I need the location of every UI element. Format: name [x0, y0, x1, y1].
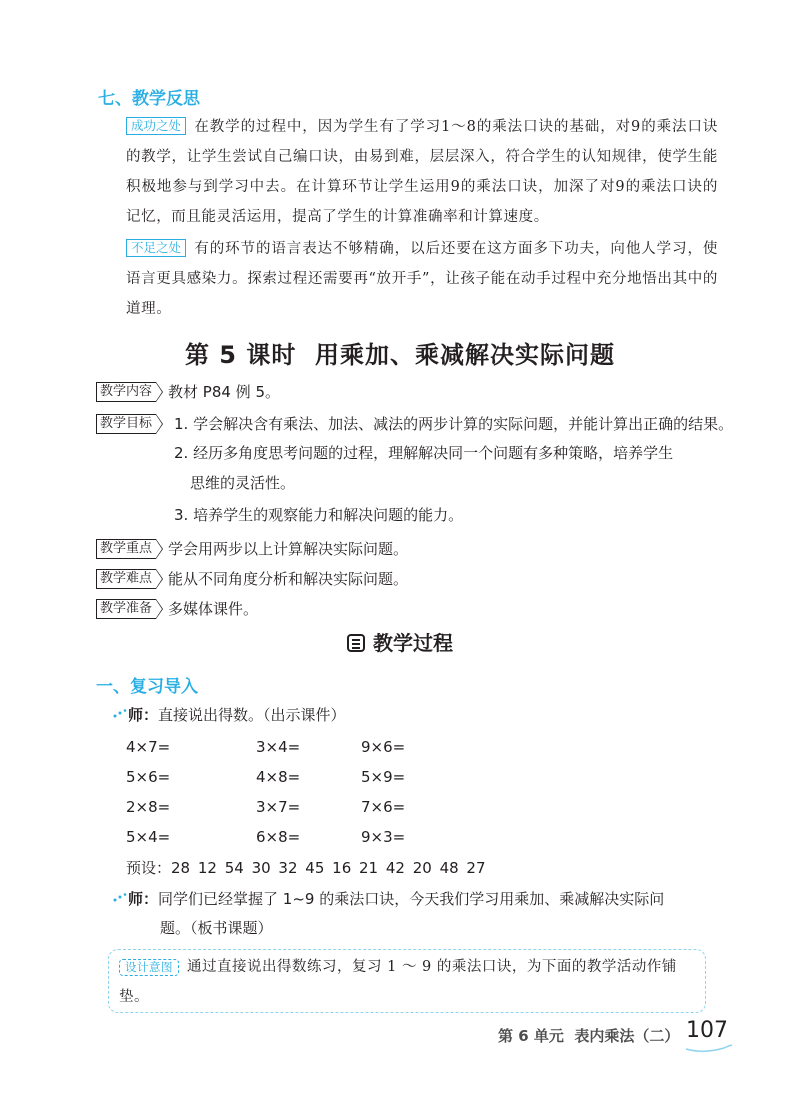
- page-swoosh-icon: [684, 1044, 734, 1054]
- review-heading: 一、复习导入: [96, 677, 198, 697]
- teacher-text-2b: 题。（板书课题）: [160, 919, 273, 937]
- exercise: 4×7=: [126, 738, 171, 756]
- key-tag: 教学重点: [96, 539, 156, 559]
- prep-text: 多媒体课件。: [168, 600, 259, 618]
- exercise: 3×4=: [256, 738, 301, 756]
- teacher-marker-icon: [113, 893, 127, 903]
- exercise: 2×8=: [126, 798, 171, 816]
- content-row: [96, 382, 280, 402]
- process-title-wrap: [0, 627, 800, 656]
- exercise: 9×6=: [361, 738, 406, 756]
- lesson-title: 第 5 课时 用乘加、乘减解决实际问题: [184, 341, 616, 369]
- goals-tag: 教学目标: [96, 414, 156, 434]
- content-tag: 教学内容: [96, 382, 156, 402]
- goal-2a: 2. 经历多角度思考问题的过程，理解解决同一个问题有多种策略，培养学生: [174, 444, 674, 462]
- success-paragraph: [126, 112, 718, 232]
- exercise: 9×3=: [361, 828, 406, 846]
- prep-tag: 教学准备: [96, 599, 156, 619]
- design-tag: 设计意图: [119, 959, 179, 976]
- success-text: 在教学的过程中，因为学生有了学习1～8的乘法口诀的基础，对9的乘法口诀的教学，让学生尝试自己编口诀，由易到难，层层深入，符合学生的认知规律，使学生能积极地参与到学习中去。在计算环节让学生运用9的乘法口诀，加深了对9的乘法口诀的记忆，而且能灵活运用，提高了学生的计算准确率和计算速度。: [126, 119, 718, 225]
- goal-1: 1. 学会解决含有乘法、加法、减法的两步计算的实际问题，并能计算出正确的结果。: [174, 415, 734, 433]
- key-row: [96, 539, 408, 559]
- exercise: 6×8=: [256, 828, 301, 846]
- teacher-label: 师：: [128, 706, 159, 724]
- exercise: 7×6=: [361, 798, 406, 816]
- process-title: 教学过程: [373, 631, 453, 655]
- teacher-label: 师：: [128, 890, 159, 908]
- prep-row: [96, 599, 258, 619]
- document-icon: [347, 634, 365, 652]
- design-intent-box: [108, 949, 706, 1013]
- difficulty-row: [96, 569, 408, 589]
- shortcoming-paragraph: [126, 234, 718, 324]
- design-text: 通过直接说出得数练习，复习 1 ～ 9 的乘法口诀，为下面的教学活动作铺垫。: [119, 959, 677, 1005]
- content-text: 教材 P84 例 5。: [168, 383, 280, 401]
- reflection-heading: 七、教学反思: [98, 89, 200, 109]
- preset-label: 预设：: [126, 859, 172, 877]
- exercise: 5×6=: [126, 768, 171, 786]
- teacher-line-2: [128, 889, 664, 909]
- preset-answers: 28 12 54 30 32 45 16 21 42 20 48 27: [171, 859, 486, 877]
- footer-unit: 第 6 单元 表内乘法（二）: [498, 1027, 680, 1045]
- goals-row: [96, 414, 168, 434]
- success-tag: 成功之处: [126, 117, 186, 135]
- difficulty-tag: 教学难点: [96, 569, 156, 589]
- exercise: 4×8=: [256, 768, 301, 786]
- exercise: 5×9=: [361, 768, 406, 786]
- goal-2b: 思维的灵活性。: [190, 474, 296, 492]
- page-number: 107: [686, 1018, 728, 1043]
- preset-line: [126, 858, 486, 878]
- exercise: 5×4=: [126, 828, 171, 846]
- teacher-marker-icon: [113, 709, 127, 719]
- key-text: 学会用两步以上计算解决实际问题。: [168, 540, 409, 558]
- teacher-text-2a: 同学们已经掌握了 1~9 的乘法口诀，今天我们学习用乘加、乘减解决实际问: [158, 890, 665, 908]
- difficulty-text: 能从不同角度分析和解决实际问题。: [168, 570, 409, 588]
- design-intent: [119, 952, 697, 1012]
- exercise: 3×7=: [256, 798, 301, 816]
- shortcoming-tag: 不足之处: [126, 239, 186, 257]
- shortcoming-text: 有的环节的语言表达不够精确，以后还要在这方面多下功夫，向他人学习，使语言更具感染力。探索过程还需要再“放开手”，让孩子能在动手过程中充分地悟出其中的道理。: [126, 241, 718, 317]
- teacher-text-1: 直接说出得数。（出示课件）: [158, 706, 346, 724]
- goal-3: 3. 培养学生的观察能力和解决问题的能力。: [174, 506, 464, 524]
- teacher-line-1: [128, 705, 346, 725]
